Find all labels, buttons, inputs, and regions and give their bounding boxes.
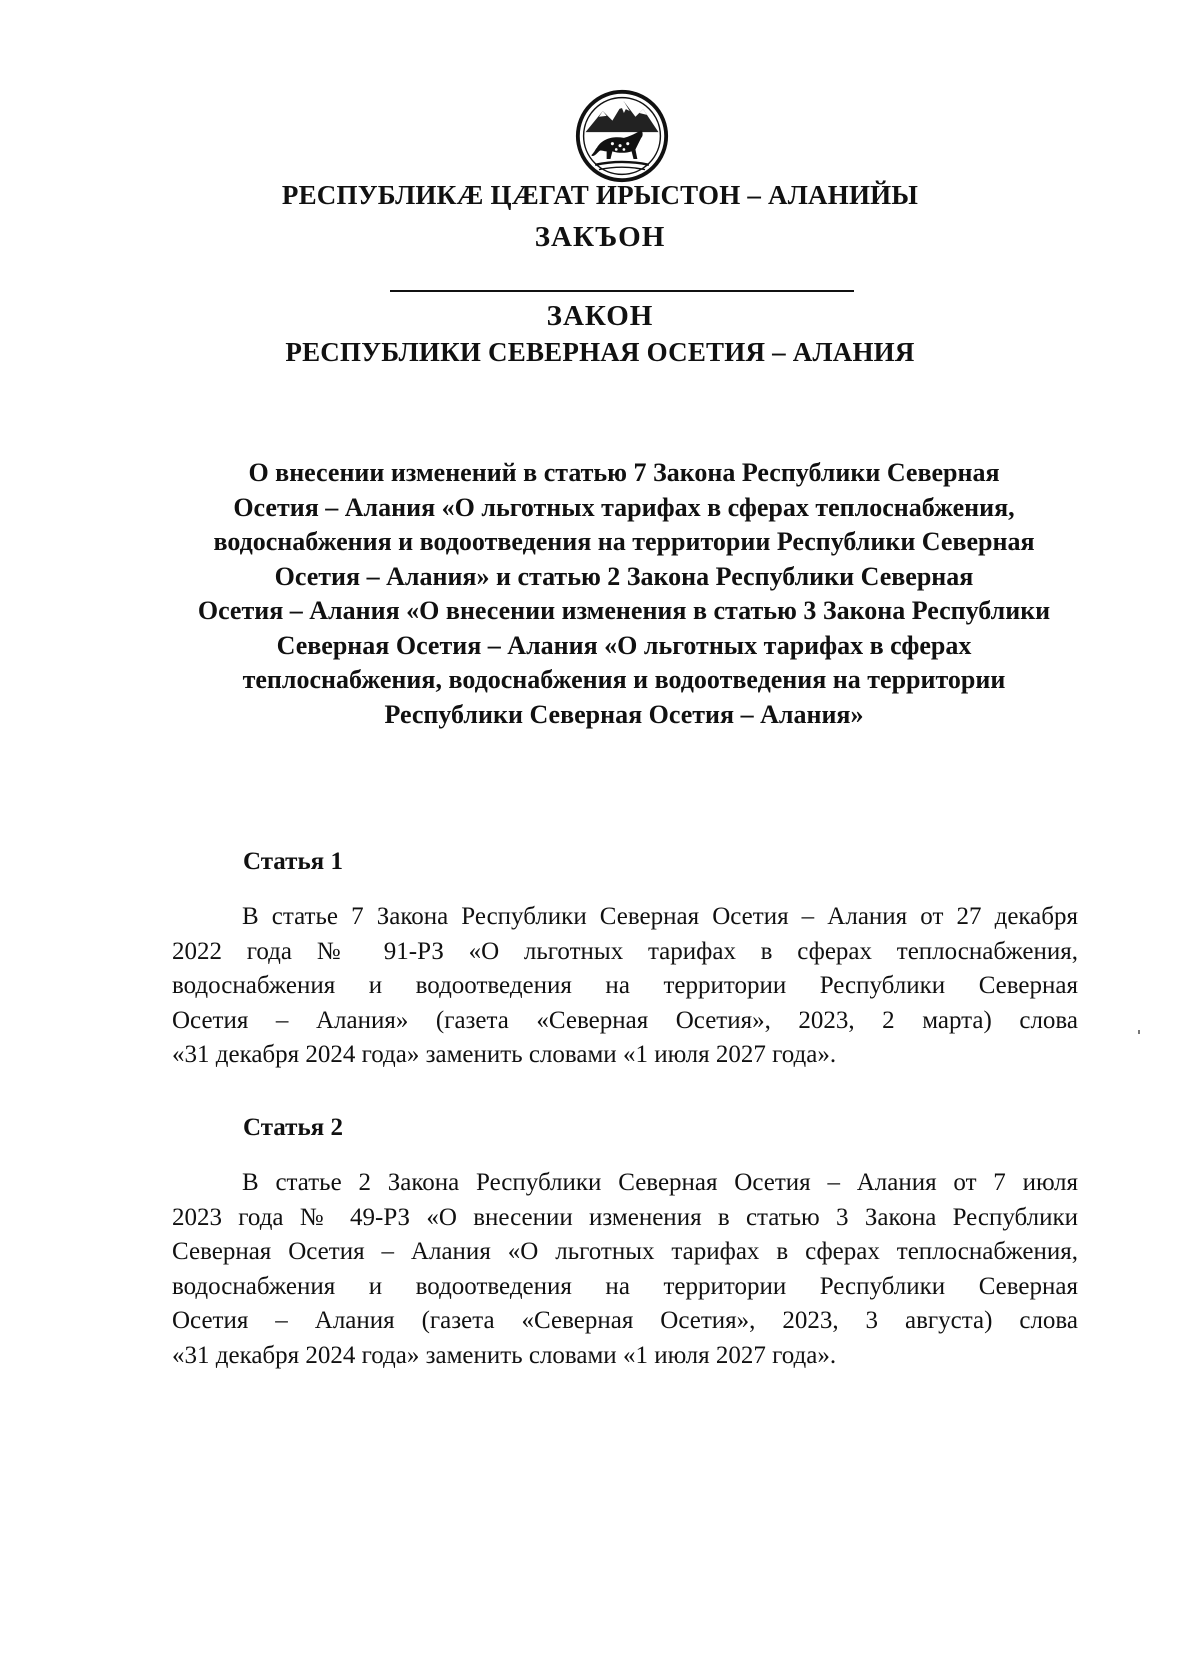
coat-of-arms-icon (574, 88, 670, 184)
article-2-body (172, 1166, 1078, 1373)
law-title-line: теплоснабжения, водоснабжения и водоотведения на территории (242, 665, 1006, 694)
article-2-heading: Статья 2 (243, 1114, 343, 1141)
heading-separator-line (390, 290, 854, 292)
article-text-line: 2023 года № 49-РЗ «О внесении изменения в статью 3 Закона Республики (172, 1203, 1078, 1231)
article-text-line: водоснабжения и водоотведения на территории Республики Северная (172, 972, 1078, 999)
ossetian-law-heading: ЗАКЪОН (534, 221, 666, 253)
article-text-line: «31 декабря 2024 года» заменить словами «1 июля 2027 года». (172, 1341, 837, 1369)
law-title-line: водоснабжения и водоотведения на территории Республики Северная (213, 527, 1035, 556)
law-title-line: Республики Северная Осетия – Алания» (384, 699, 864, 729)
ossetian-republic-heading: РЕСПУБЛИКÆ ЦÆГАТ ИРЫСТОН – АЛАНИЙЫ (281, 180, 919, 210)
article-text-line: 2022 года № 91-РЗ «О льготных тарифах в сферах теплоснабжения, (172, 937, 1078, 965)
law-title (160, 456, 1088, 732)
article-text-line: «31 декабря 2024 года» заменить словами «1 июля 2027 года». (172, 1041, 837, 1068)
article-1-heading: Статья 1 (243, 848, 343, 875)
scan-speck (1138, 1030, 1140, 1034)
article-1-body (172, 900, 1078, 1073)
law-title-line: Северная Осетия – Алания «О льготных тарифах в сферах (276, 630, 972, 660)
article-text-line: Осетия – Алания (газета «Северная Осетия», 2023, 3 августа) слова (172, 1307, 1078, 1334)
law-title-line: О внесении изменений в статью 7 Закона Республики Северная (248, 458, 1000, 487)
article-text-line: В статье 2 Закона Республики Северная Осетия – Алания от 7 июля (242, 1169, 1078, 1196)
law-title-line: Осетия – Алания «О льготных тарифах в сферах теплоснабжения, (233, 492, 1015, 522)
article-text-line: Северная Осетия – Алания «О льготных тарифах в сферах теплоснабжения, (172, 1238, 1078, 1265)
article-text-line: водоснабжения и водоотведения на территории Республики Северная (172, 1272, 1078, 1300)
law-title-line: Осетия – Алания» и статью 2 Закона Республики Северная (274, 561, 974, 591)
article-text-line: В статье 7 Закона Республики Северная Осетия – Алания от 27 декабря (242, 903, 1078, 930)
law-title-line: Осетия – Алания «О внесении изменения в статью 3 Закона Республики (197, 596, 1051, 625)
russian-republic-heading: РЕСПУБЛИКИ СЕВЕРНАЯ ОСЕТИЯ – АЛАНИЯ (285, 337, 915, 367)
russian-law-heading: ЗАКОН (546, 300, 654, 332)
article-text-line: Осетия – Алания» (газета «Северная Осетия», 2023, 2 марта) слова (172, 1006, 1078, 1034)
